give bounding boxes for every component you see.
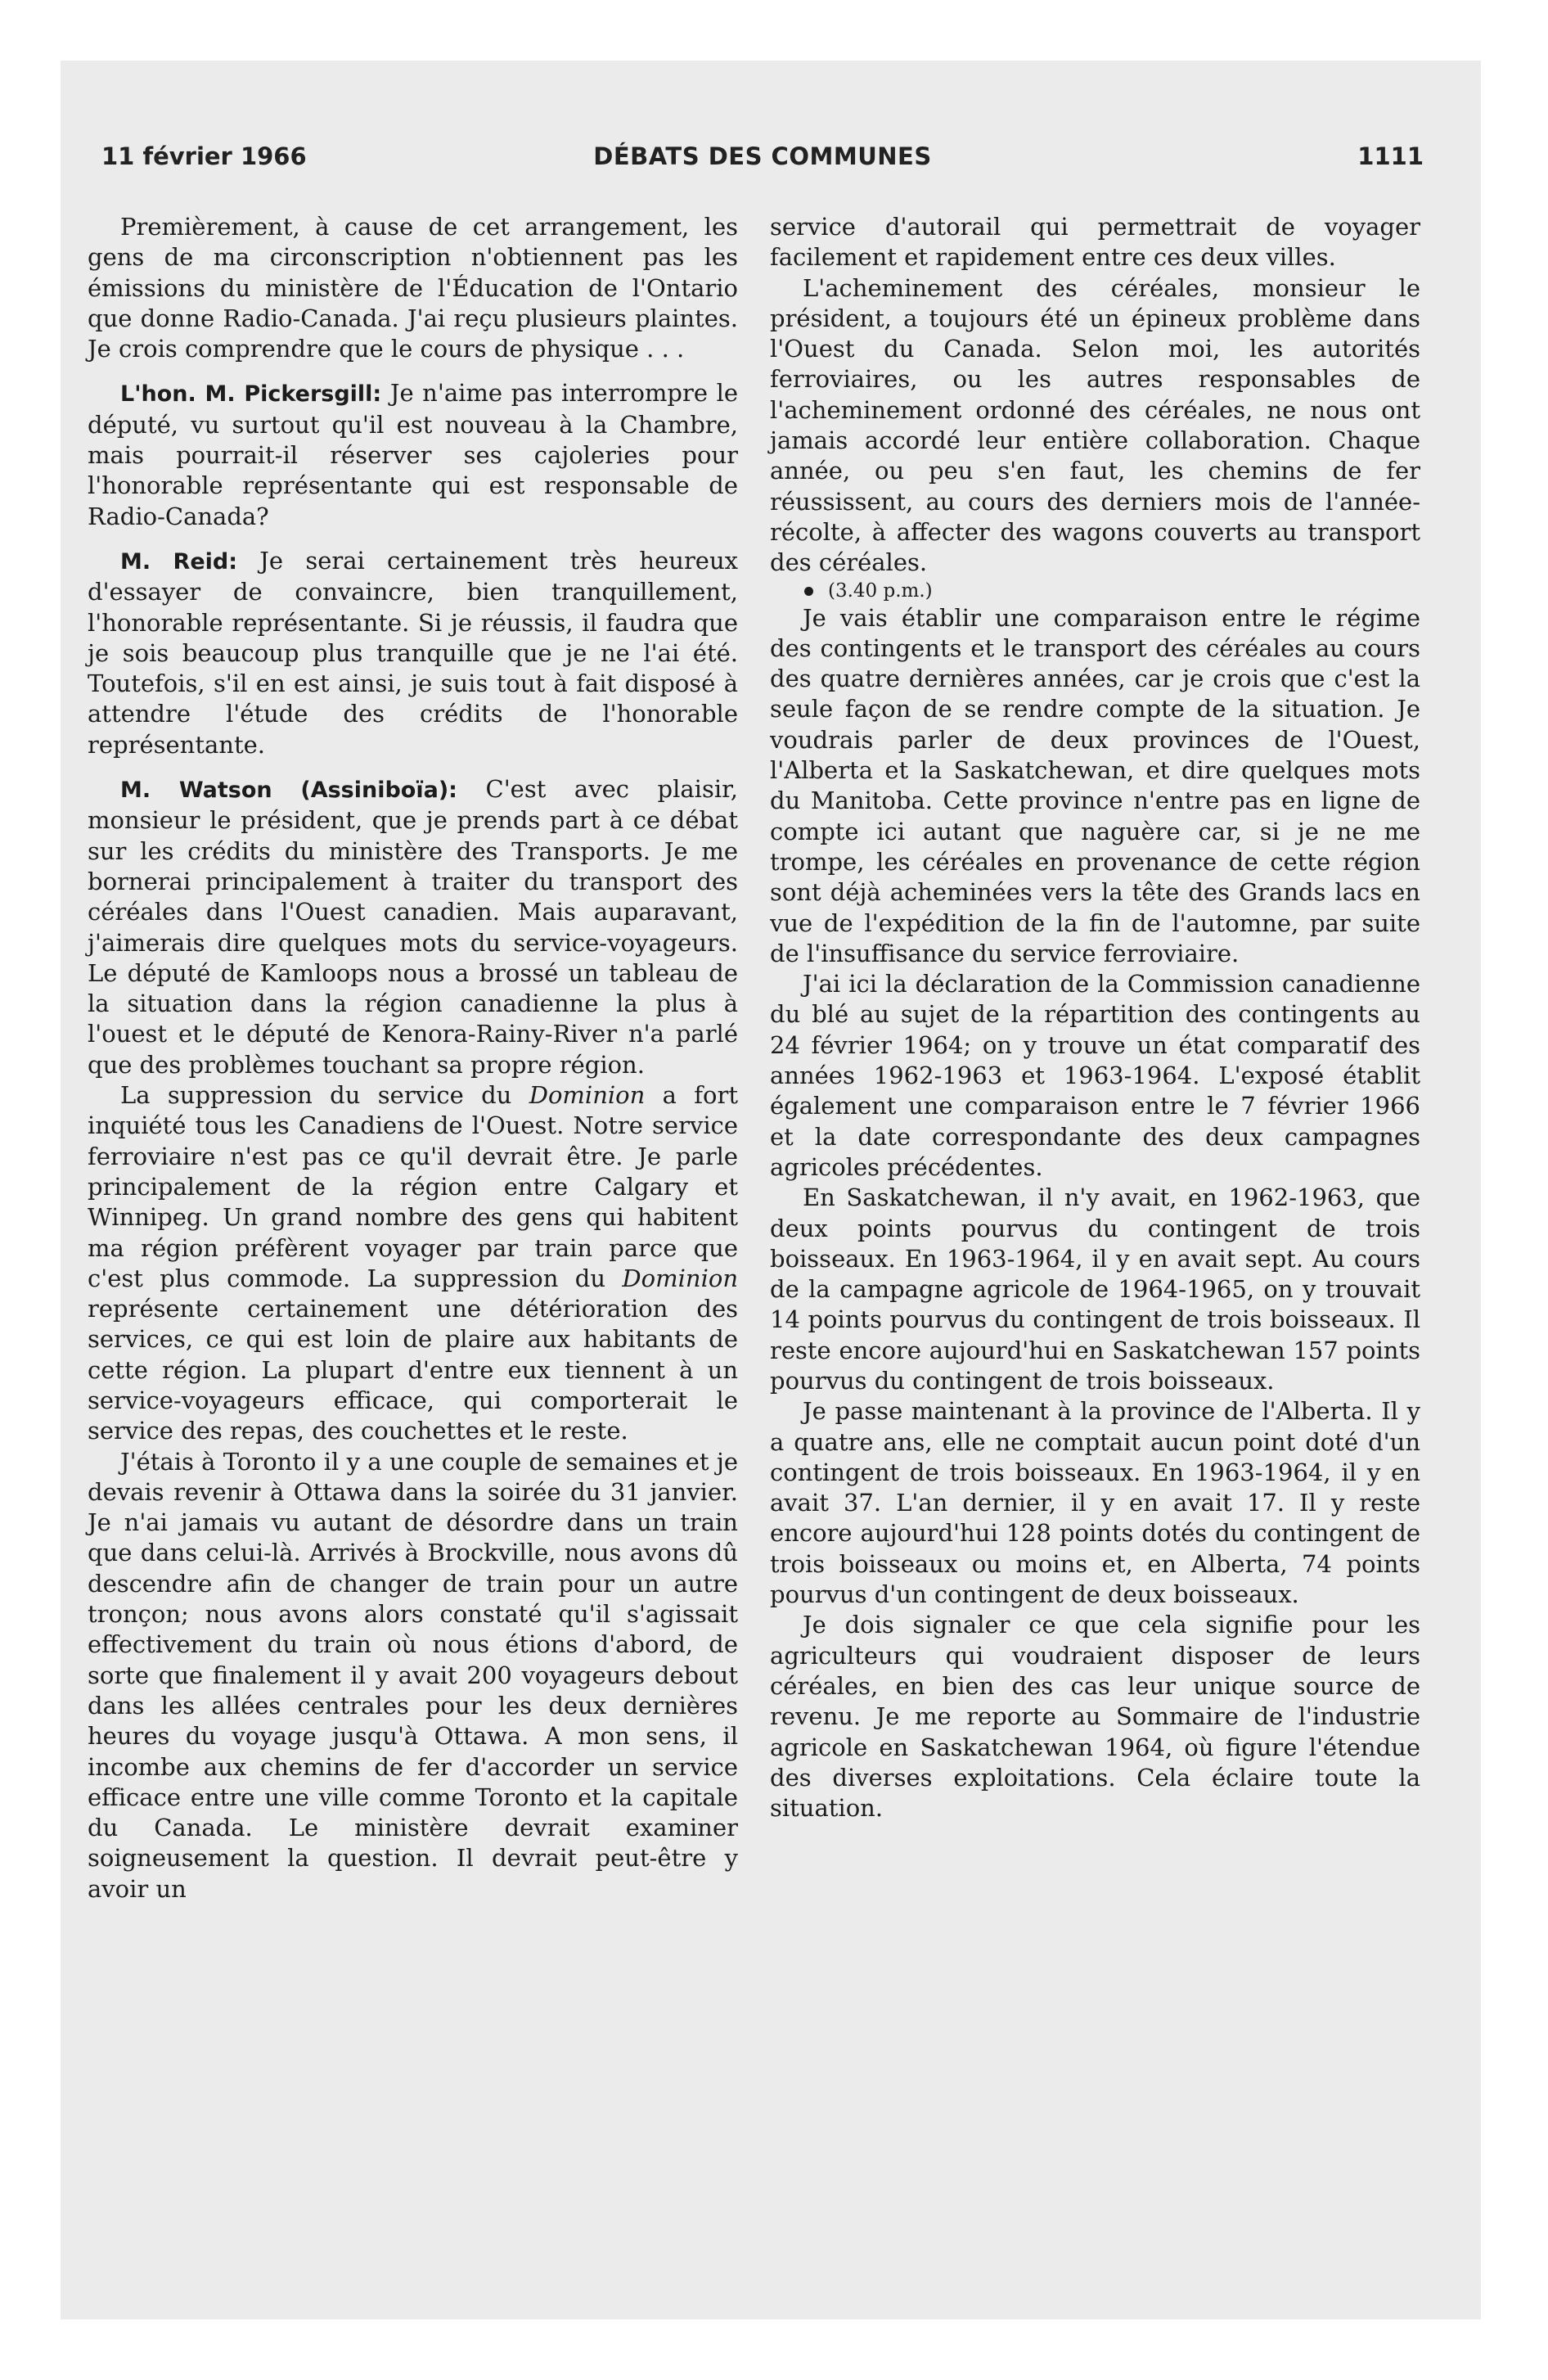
paragraph: L'acheminement des céréales, monsieur le président, a toujours été un épineux problème dans l'Ouest du Canada. Selon moi, les autorités ferroviaires, ou les autres responsables de l'acheminement ordonné des céréales, ne nous ont jamais accordé leur entière collaboration. Chaque année, ou peu s'en faut, les chemins de fer réussissent, au cours des derniers mois de l'année-récolte, à affecter des wagons couverts au transport des céréales. bbox=[770, 273, 1420, 577]
italic-title: Dominion bbox=[622, 1264, 738, 1292]
header-date: 11 février 1966 bbox=[101, 142, 307, 170]
header-title: DÉBATS DES COMMUNES bbox=[593, 142, 932, 170]
speaker-name: M. Watson (Assiniboïa): bbox=[120, 778, 457, 804]
document-page bbox=[61, 61, 1481, 2319]
speaker-name: L'hon. M. Pickersgill: bbox=[120, 381, 382, 408]
paragraph bbox=[88, 1080, 738, 1447]
speaker-name: M. Reid: bbox=[120, 548, 238, 575]
left-column bbox=[88, 212, 738, 1904]
speech-paragraph bbox=[88, 378, 738, 531]
speech-text: Je serai certainement très heureux d'essayer de convaincre, bien tranquillement, l'honorable représentante. Si je réussis, il faudra que je sois beaucoup plus tranquille que je ne l'ai été. Toutefois, s'il en est ainsi, je suis tout à fait disposé à attendre l'étude des crédits de l'honorable représentante. bbox=[88, 546, 738, 759]
paragraph: Premièrement, à cause de cet arrangement, les gens de ma circonscription n'obtiennent pas les émissions du ministère de l'Éducation de l'Ontario que donne Radio-Canada. J'ai reçu plusieurs plaintes. Je crois comprendre que le cours de physique . . . bbox=[88, 213, 738, 363]
bullet-icon bbox=[804, 587, 813, 596]
time-marker bbox=[770, 579, 1420, 603]
paragraph-continued: service d'autorail qui permettrait de voyager facilement et rapidement entre ces deux villes. bbox=[770, 213, 1420, 272]
speech-text: C'est avec plaisir, monsieur le président, que je prends part à ce débat sur les crédits du ministère des Transports. Je me bornerai principalement à traiter du transport des céréales dans l'Ouest canadien. Mais auparavant, j'aimerais dire quelques mots du service-voyageurs. Le député de Kamloops nous a brossé un tableau de la situation dans la région canadienne la plus à l'ouest et le député de Kenora-Rainy-River n'a parlé que des problèmes touchant sa propre région. bbox=[88, 775, 738, 1079]
paragraph: Je dois signaler ce que cela signifie pour les agriculteurs qui voudraient disposer de leurs céréales, en bien des cas leur unique source de revenu. Je me reporte au Sommaire de l'industrie agricole en Saskatchewan 1964, où figure l'étendue des diverses exploitations. Cela éclaire toute la situation. bbox=[770, 1611, 1420, 1823]
text-run: représente certainement une détérioration des services, ce qui est loin de plaire aux habitants de cette région. La plupart d'entre eux tiennent à un service-voyageurs efficace, qui comporterait le service des repas, des couchettes et le reste. bbox=[88, 1295, 738, 1445]
page-header bbox=[101, 142, 1424, 178]
paragraph: Je vais établir une comparaison entre le régime des contingents et le transport des céréales au cours des quatre dernières années, car je crois que c'est la seule façon de se rendre compte de la situation. Je voudrais parler de deux provinces de l'Ouest, l'Alberta et la Saskatchewan, et dire quelques mots du Manitoba. Cette province n'entre pas en ligne de compte ici autant que naguère car, si je ne me trompe, les céréales en provenance de cette région sont déjà acheminées vers la tête des Grands lacs en vue de l'expédition de la fin de l'automne, par suite de l'insuffisance du service ferroviaire. bbox=[770, 603, 1420, 967]
text-run: a fort inquiété tous les Canadiens de l'Ouest. Notre service ferroviaire n'est pas ce qu'il devrait être. Je parle principalement de la région entre Calgary et Winnipeg. Un grand nombre des gens qui habitent ma région préfèrent voyager par train parce que c'est plus commode. La suppression du bbox=[88, 1081, 739, 1292]
page-number: 1111 bbox=[1357, 142, 1424, 170]
time-text: (3.40 p.m.) bbox=[828, 579, 933, 602]
speech-paragraph bbox=[88, 546, 738, 760]
paragraph: J'ai ici la déclaration de la Commission canadienne du blé au sujet de la répartition des contingents au 24 février 1964; on y trouve un état comparatif des années 1962-1963 et 1963-1964. L'exposé établit également une comparaison entre le 7 février 1966 et la date correspondante des deux campagnes agricoles précédentes. bbox=[770, 970, 1420, 1181]
paragraph: En Saskatchewan, il n'y avait, en 1962-1963, que deux points pourvus du contingent de trois boisseaux. En 1963-1964, il y en avait sept. Au cours de la campagne agricole de 1964-1965, on y trouvait 14 points pourvus du contingent de trois boisseaux. Il reste encore aujourd'hui en Saskatchewan 157 points pourvus du contingent de trois boisseaux. bbox=[770, 1183, 1420, 1395]
italic-title: Dominion bbox=[529, 1081, 646, 1110]
speech-text: Je n'aime pas interrompre le député, vu surtout qu'il est nouveau à la Chambre, mais pourrait-il réserver ses cajoleries pour l'honorable représentante qui est responsable de Radio-Canada? bbox=[88, 379, 738, 530]
paragraph: J'étais à Toronto il y a une couple de semaines et je devais revenir à Ottawa dans la soirée du 31 janvier. Je n'ai jamais vu autant de désordre dans un train que dans celui-là. Arrivés à Brockville, nous avons dû descendre afin de changer de train pour un autre tronçon; nous avons alors constaté qu'il s'agissait effectivement du train où nous étions d'abord, de sorte que finalement il y avait 200 voyageurs debout dans les allées centrales pour les deux dernières heures du voyage jusqu'à Ottawa. A mon sens, il incombe aux chemins de fer d'accorder un service efficace entre une ville comme Toronto et la capitale du Canada. Le ministère devrait examiner soigneusement la question. Il devrait peut-être y avoir un bbox=[88, 1447, 738, 1903]
speech-paragraph bbox=[88, 774, 738, 1080]
text-run: La suppression du service du bbox=[120, 1081, 529, 1110]
paragraph: Je passe maintenant à la province de l'Alberta. Il y a quatre ans, elle ne comptait aucun point doté d'un contingent de trois boisseaux. En 1963-1964, il y en avait 37. L'an dernier, il y en avait 17. Il y reste encore aujourd'hui 128 points dotés du contingent de trois boisseaux ou moins et, en Alberta, 74 points pourvus d'un contingent de deux boisseaux. bbox=[770, 1397, 1420, 1609]
right-column bbox=[770, 212, 1420, 1823]
